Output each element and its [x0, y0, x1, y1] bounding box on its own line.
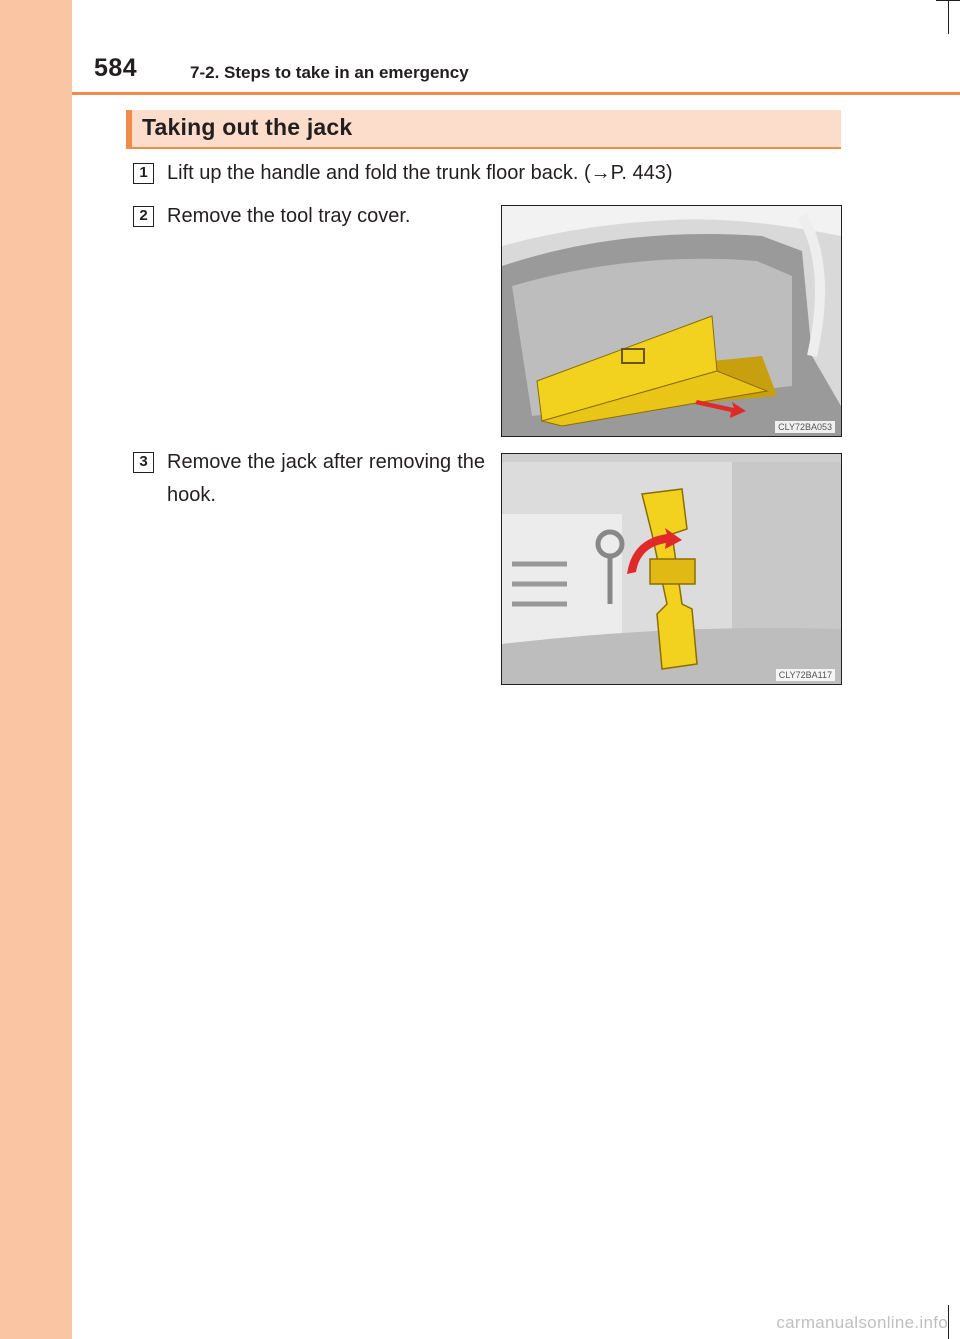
figure-code: CLY72BA117 [776, 669, 835, 681]
step-number-1: 1 [133, 163, 154, 184]
step-number-2: 2 [133, 206, 154, 227]
step-text-2: Remove the tool tray cover. [167, 205, 411, 227]
step-text-1: Lift up the handle and fold the trunk floor back. (→P. 443) [167, 162, 673, 184]
crop-mark [948, 1305, 949, 1339]
section-header [126, 110, 841, 149]
figure-code: CLY72BA053 [775, 421, 835, 433]
section-title: Taking out the jack [142, 114, 353, 140]
watermark: carmanualsonline.info [776, 1313, 948, 1332]
step-text-3: Remove the jack after removing the hook. [167, 451, 485, 506]
chapter-heading: 7-2. Steps to take in an emergency [190, 63, 469, 82]
page-number: 584 [94, 54, 138, 82]
header-rule [72, 92, 960, 95]
section-accent-bar [126, 110, 132, 147]
chapter-sidebar [0, 0, 72, 1339]
trunk-tray-illustration [501, 205, 842, 437]
crop-mark [948, 0, 949, 34]
step-number-3: 3 [133, 452, 154, 473]
jack-removal-illustration [501, 453, 842, 685]
